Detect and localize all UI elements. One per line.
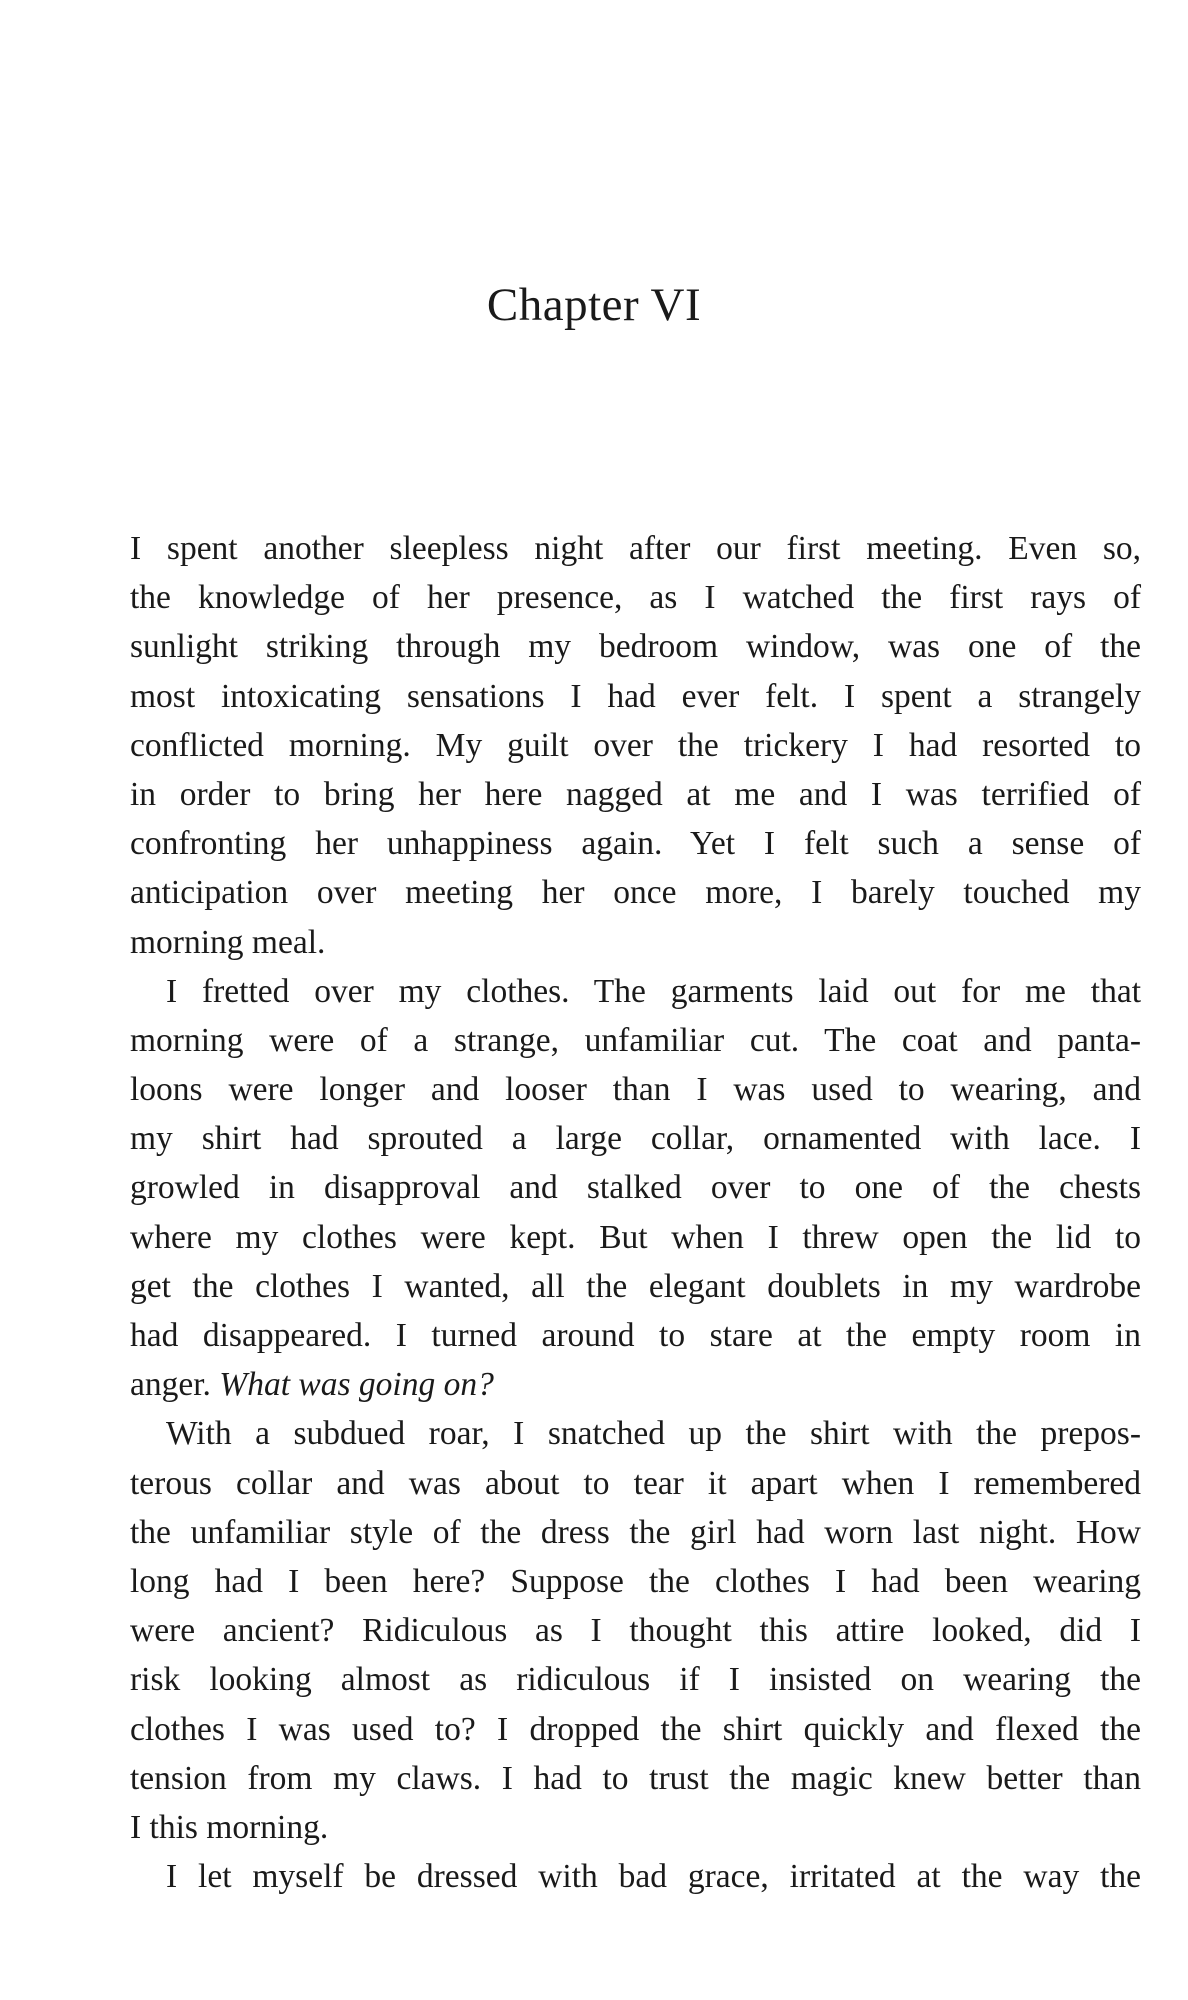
paragraph-1-line-5: conflicted morning. My guilt over the trickery I had resorted to <box>130 726 1141 764</box>
paragraph-3-line-6: risk looking almost as ridiculous if I insisted on wearing the <box>130 1661 1141 1699</box>
paragraph-2-line-1: I fretted over my clothes. The garments laid out for me that <box>166 972 1141 1010</box>
paragraph-1-line-7: confronting her unhappiness again. Yet I felt such a sense of <box>130 825 1141 863</box>
paragraph-1-line-2: the knowledge of her presence, as I watched the first rays of <box>130 579 1141 617</box>
paragraph-3-line-5: were ancient? Ridiculous as I thought this attire looked, did I <box>130 1612 1141 1650</box>
paragraph-2-line-3: loons were longer and looser than I was used to wearing, and <box>130 1071 1141 1109</box>
paragraph-1-line-4: most intoxicating sensations I had ever felt. I spent a strangely <box>130 677 1141 715</box>
paragraph-4-line-1: I let myself be dressed with bad grace, irritated at the way the <box>166 1858 1141 1896</box>
paragraph-2-line-9 <box>130 1360 1141 1409</box>
chapter-title: Chapter VI <box>486 279 702 331</box>
paragraph-3-line-9: I this morning. <box>130 1808 329 1846</box>
paragraph-1-line-1: I spent another sleepless night after our first meeting. Even so, <box>130 530 1141 567</box>
chapter-body <box>130 524 1141 1901</box>
paragraph-3-line-4: long had I been here? Suppose the clothes I had been wearing <box>130 1562 1141 1600</box>
paragraph-2-final-italic: What was going on? <box>219 1366 494 1404</box>
paragraph-2-line-2: morning were of a strange, unfamiliar cut. The coat and panta- <box>130 1021 1141 1059</box>
paragraph-3-line-1: With a subdued roar, I snatched up the shirt with the prepos- <box>166 1415 1141 1453</box>
paragraph-3-line-2: terous collar and was about to tear it apart when I remembered <box>130 1464 1141 1502</box>
paragraph-2-final-prefix: anger. <box>130 1366 220 1404</box>
paragraph-3-line-8: tension from my claws. I had to trust the magic knew better than <box>130 1759 1141 1797</box>
paragraph-2-line-8: had disappeared. I turned around to stare at the empty room in <box>130 1317 1141 1354</box>
paragraph-2-line-6: where my clothes were kept. But when I threw open the lid to <box>130 1218 1141 1256</box>
paragraph-1-line-8: anticipation over meeting her once more, I barely touched my <box>130 874 1141 912</box>
paragraph-2-line-5: growled in disapproval and stalked over to one of the chests <box>130 1169 1141 1207</box>
paragraph-3-line-7: clothes I was used to? I dropped the shirt quickly and flexed the <box>130 1710 1141 1748</box>
paragraph-1-line-3: sunlight striking through my bedroom window, was one of the <box>130 628 1141 666</box>
paragraph-2-line-7: get the clothes I wanted, all the elegant doublets in my wardrobe <box>130 1267 1141 1305</box>
paragraph-2-line-4: my shirt had sprouted a large collar, ornamented with lace. I <box>130 1120 1141 1158</box>
paragraph-1-line-9: morning meal. <box>130 923 326 961</box>
paragraph-1-line-6: in order to bring her here nagged at me and I was terrified of <box>130 775 1141 813</box>
paragraph-3-line-3: the unfamiliar style of the dress the girl had worn last night. How <box>130 1513 1141 1551</box>
